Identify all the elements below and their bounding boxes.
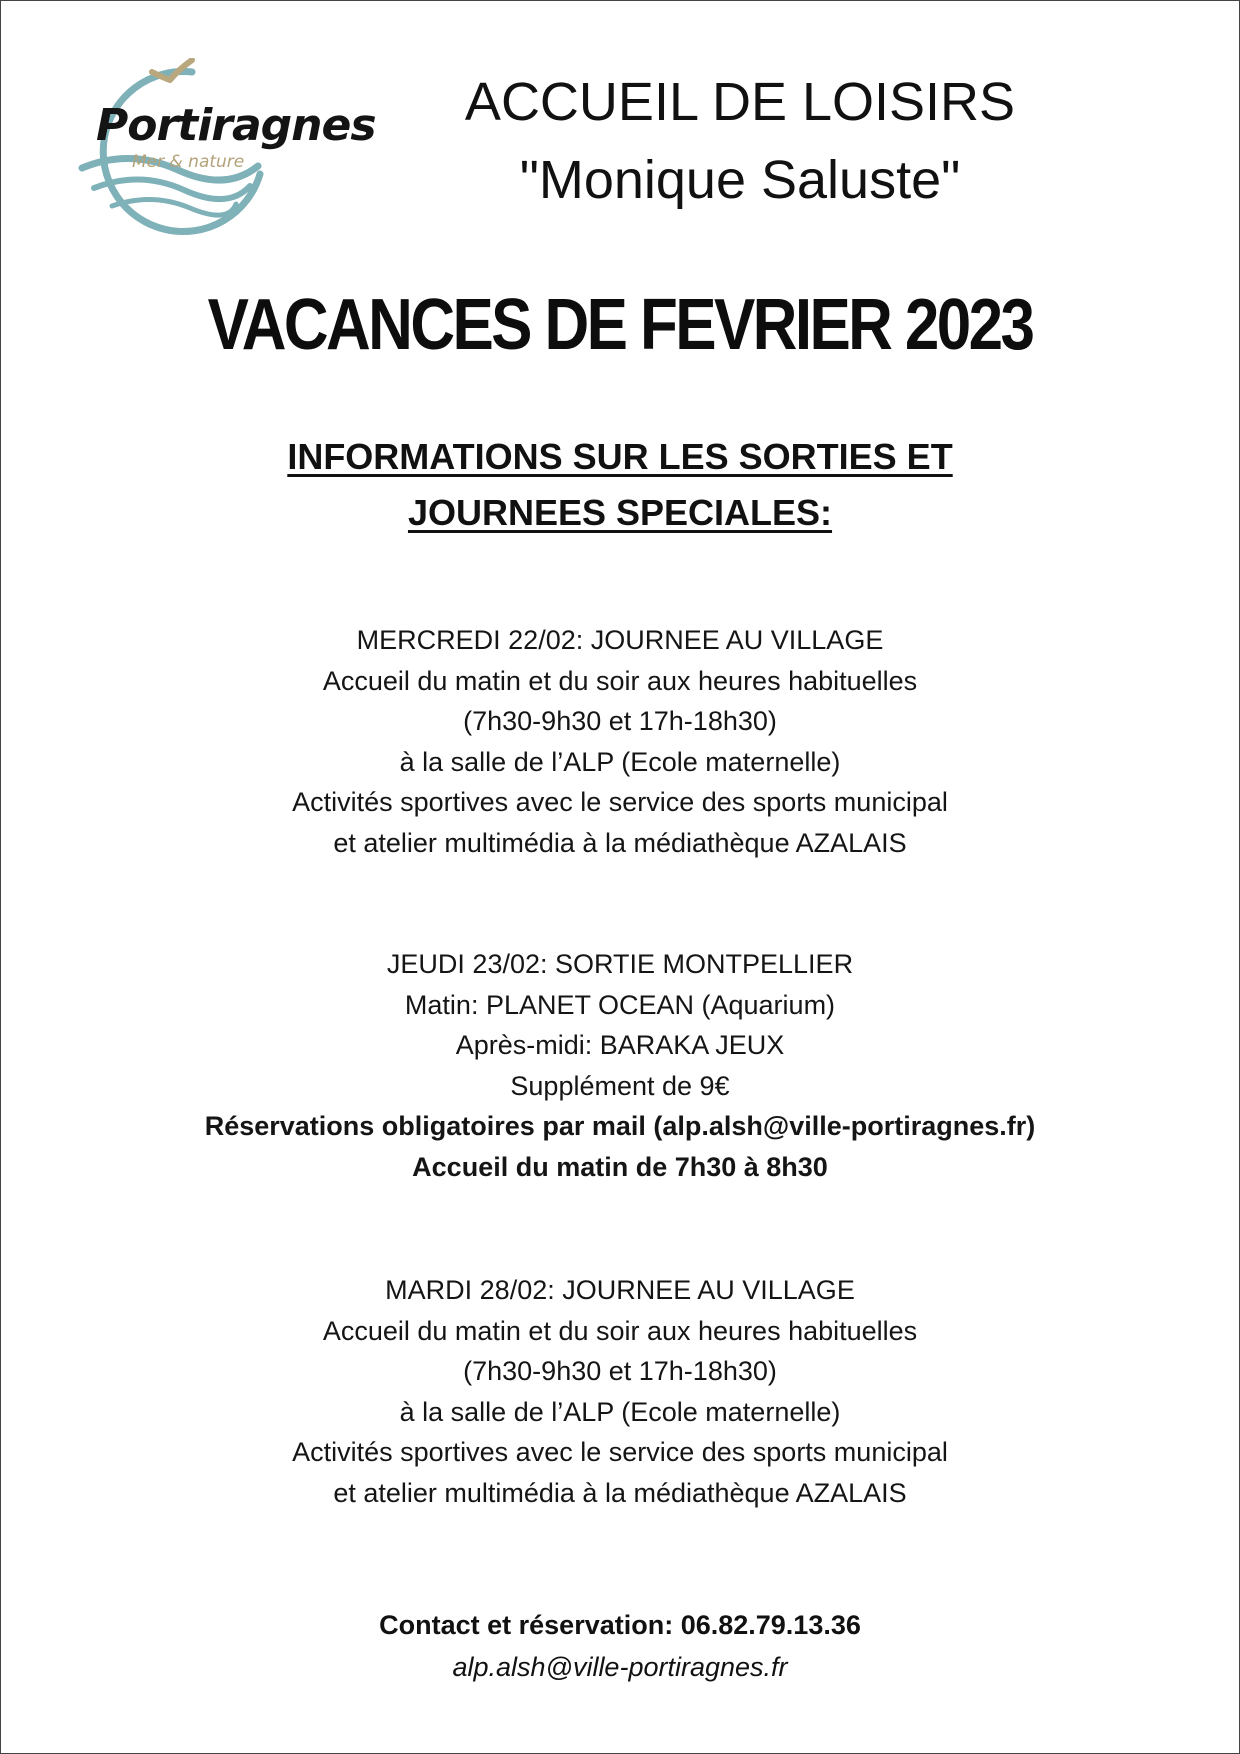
- event-line: Activités sportives avec le service des sports municipal: [292, 1437, 948, 1467]
- portiragnes-logo: [60, 58, 410, 238]
- contact-phone: Contact et réservation: 06.82.79.13.36: [379, 1610, 861, 1640]
- event-welcome-note: Accueil du matin de 7h30 à 8h30: [412, 1151, 828, 1182]
- event-line: à la salle de l’ALP (Ecole maternelle): [399, 1396, 841, 1427]
- event-line: Accueil du matin et du soir aux heures habituelles: [322, 1315, 918, 1346]
- header-title-line-1: ACCUEIL DE LOISIRS: [464, 72, 1016, 132]
- info-title-line-1: INFORMATIONS SUR LES SORTIES ET: [287, 436, 953, 477]
- event-heading: JEUDI 23/02: SORTIE MONTPELLIER: [386, 949, 854, 979]
- event-line: (7h30-9h30 et 17h-18h30): [463, 706, 777, 736]
- event-block-tuesday: [0, 1270, 1240, 1513]
- header-title-line-2: "Monique Saluste": [519, 150, 961, 210]
- contact-email-link[interactable]: alp.alsh@ville-portiragnes.fr: [452, 1652, 788, 1682]
- contact-section: [0, 1604, 1240, 1688]
- event-line: Après-midi: BARAKA JEUX: [455, 1030, 785, 1060]
- event-line: et atelier multimédia à la médiathèque AZALAIS: [333, 827, 907, 858]
- event-line: Accueil du matin et du soir aux heures habituelles: [322, 665, 918, 696]
- event-heading: MARDI 28/02: JOURNEE AU VILLAGE: [385, 1275, 855, 1305]
- vacances-heading: VACANCES DE FEVRIER 2023: [207, 285, 1033, 365]
- event-block-thursday: [0, 944, 1240, 1187]
- event-line: Supplément de 9€: [510, 1070, 730, 1101]
- event-line: et atelier multimédia à la médiathèque AZALAIS: [333, 1477, 907, 1508]
- info-title-line-2: JOURNEES SPECIALES:: [407, 492, 833, 533]
- event-line: Matin: PLANET OCEAN (Aquarium): [404, 989, 836, 1020]
- logo-name: Portiragnes: [96, 100, 376, 151]
- logo-tagline: Mer & nature: [132, 152, 245, 172]
- event-line: Activités sportives avec le service des sports municipal: [292, 787, 948, 817]
- event-block-wednesday: [0, 620, 1240, 863]
- event-reservation-note: Réservations obligatoires par mail (alp.alsh@ville-portiragnes.fr): [204, 1111, 1036, 1141]
- event-heading: MERCREDI 22/02: JOURNEE AU VILLAGE: [356, 625, 884, 655]
- event-line: à la salle de l’ALP (Ecole maternelle): [399, 746, 841, 777]
- event-line: (7h30-9h30 et 17h-18h30): [463, 1356, 777, 1386]
